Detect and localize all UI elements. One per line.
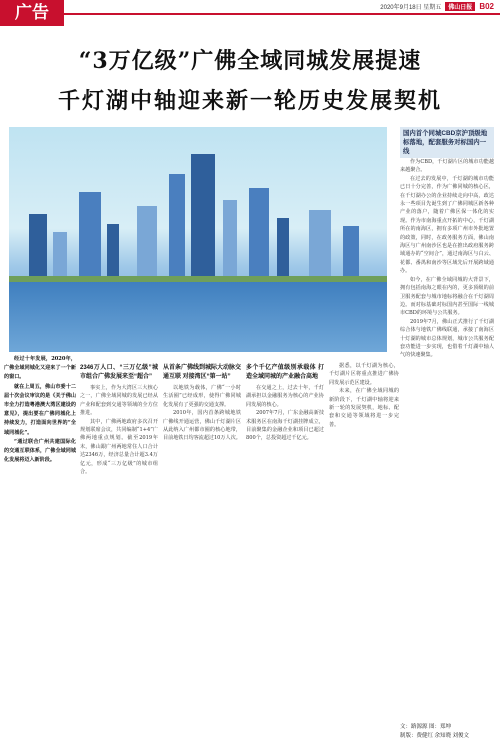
headline-line-2: 千灯湖中轴迎来新一轮历史发展契机 [57, 88, 442, 114]
body-paragraph: 未来，在广佛全域同城的新阶段下，千灯湖中轴将迎来新一轮的发展契机，地标、配套和交通等领域将进一步完善。 [329, 388, 399, 428]
body-paragraph: 在交通之上，过去十年，千灯湖承担以金融服务为核心的产业协同发展的核心。 [246, 385, 324, 408]
header-date: 2020年9月18日 星期五 [380, 5, 442, 11]
body-paragraph: 事实上，作为大湾区三大核心之一，广佛全域同城的发展已经从产业和配套到交通等领域的全方位推进。 [80, 385, 158, 417]
body-column-4 [329, 362, 399, 429]
city-skyline-photo [9, 127, 387, 352]
section-tab: 广告 [0, 0, 64, 26]
lead-paragraph: 就在上周五，佛山市委十二届十次会议审议的是《关于佛山市全力打造粤港澳大湾区建设的意见》，提出要在广佛同城化上持续发力，打造面向世界的“全域同城化”。 [4, 383, 76, 436]
credits-author: 文：路源源 图：郑坤 [400, 724, 452, 730]
page-number: B02 [479, 2, 494, 11]
header-section: 佛山日报 [445, 2, 475, 11]
sidebar-paragraph: 如今，在广佛全域同城的大背景下，拥有包括南海之眼在内的，更多顶级的前卫服务配套与城市地标将融合在千灯湖周边。而对标基础对标国内甚至国际一线城市CBD的环境与公共服务。 [400, 276, 494, 317]
column-subheading: 多个千亿产值级别承载体 打造全域同城的产业融合高地 [246, 365, 324, 380]
body-paragraph: 2007年7月，广东金融高新技术服务区在南海千灯湖挂牌成立，目前聚集的金融企业和项目已超过800个，总投资超过千亿元。 [246, 410, 324, 442]
body-column-2 [163, 362, 241, 443]
sidebar-paragraph: 作为CBD，千灯湖片区的城市功能越来越聚合。 [400, 159, 494, 174]
sidebar-paragraph: 在过去的发展中，千灯湖的城市功能已日十分完善，作为广佛同城的核心区，在千灯湖办公的企业持续走向中高，政达永一些项目先诞生到了广佛同城区新各种产业的落户，随着广佛区保一体化的实现。作为市南海重点开拓的中心，千灯湖所在的南海区，拥有多项广州市外批地置的政策，同时，在政务服务方面，佛山南海区与广州南沙区也是在推出政府服务跨域通办的“空间合”，通过南海区与白云、花都、番禺和南沙等区域先后开展跨域通办。 [400, 175, 494, 275]
sidebar-column [400, 127, 494, 717]
headline-line-1: “3万亿级”广佛全域同城发展提速 [78, 48, 422, 74]
column-subheading: 从首条广佛线到城际大动脉交通互联 对接湾区“第一站” [163, 365, 242, 380]
column-subheading: 2346万人口、“三万亿级”城市组合广佛发展来至“超合” [80, 365, 158, 380]
sidebar-paragraph: 2019年7月，佛山正式推行了千灯湖综合体与地铁广佛线联通，承接了南海区十灯湖的城市总体规划，城市公共服务配套功能进一步实现，也借着千灯湖中轴人气的快速聚集。 [400, 318, 494, 359]
lead-paragraph: 经过十年发展，2020年，广佛全域同城化又迎来了一个新的窗口。 [4, 356, 76, 381]
body-paragraph: 2010年，国内首条跨城地铁广佛线开通运营，佛山千灯湖片区从此纳入广州都市圈的核心地带，目前地铁日均客流超过10万人次。 [163, 410, 241, 442]
body-column-1 [80, 362, 158, 476]
body-paragraph: 以地铁为载体，广佛“一小时生活圈”已经成形，使得广佛同城化发展有了更强的交通支撑。 [163, 385, 241, 408]
credits-layout: 制版：费健红 余知晓 刘俊文 [400, 733, 470, 739]
body-paragraph: 据悉，以千灯湖为核心，千灯湖片区将重点推进广佛协同发展示范区建设。 [329, 363, 399, 386]
header-meta [380, 2, 494, 11]
body-column-3 [246, 362, 324, 443]
header-rule [64, 13, 500, 15]
credits [400, 723, 496, 741]
lead-column [4, 355, 76, 465]
body-paragraph: 其中，广佛两地政府多次召开规划联席会议，共同编制“1+4”广佛两地重点规划。截至2019年末，佛山跟广州两地常住人口合计达2346万，经济总量合计超3.4万亿元，形成“三万亿级”的城市组合。 [80, 418, 158, 476]
sidebar-heading: 国内首个同城CBD京沪顶级地标落地，配套服务对标国内一线 [400, 127, 494, 158]
lead-paragraph: “通过联合广州共建国际化的交通互联体系，广佛全域同城化发展将迈入新阶段。 [4, 438, 76, 464]
